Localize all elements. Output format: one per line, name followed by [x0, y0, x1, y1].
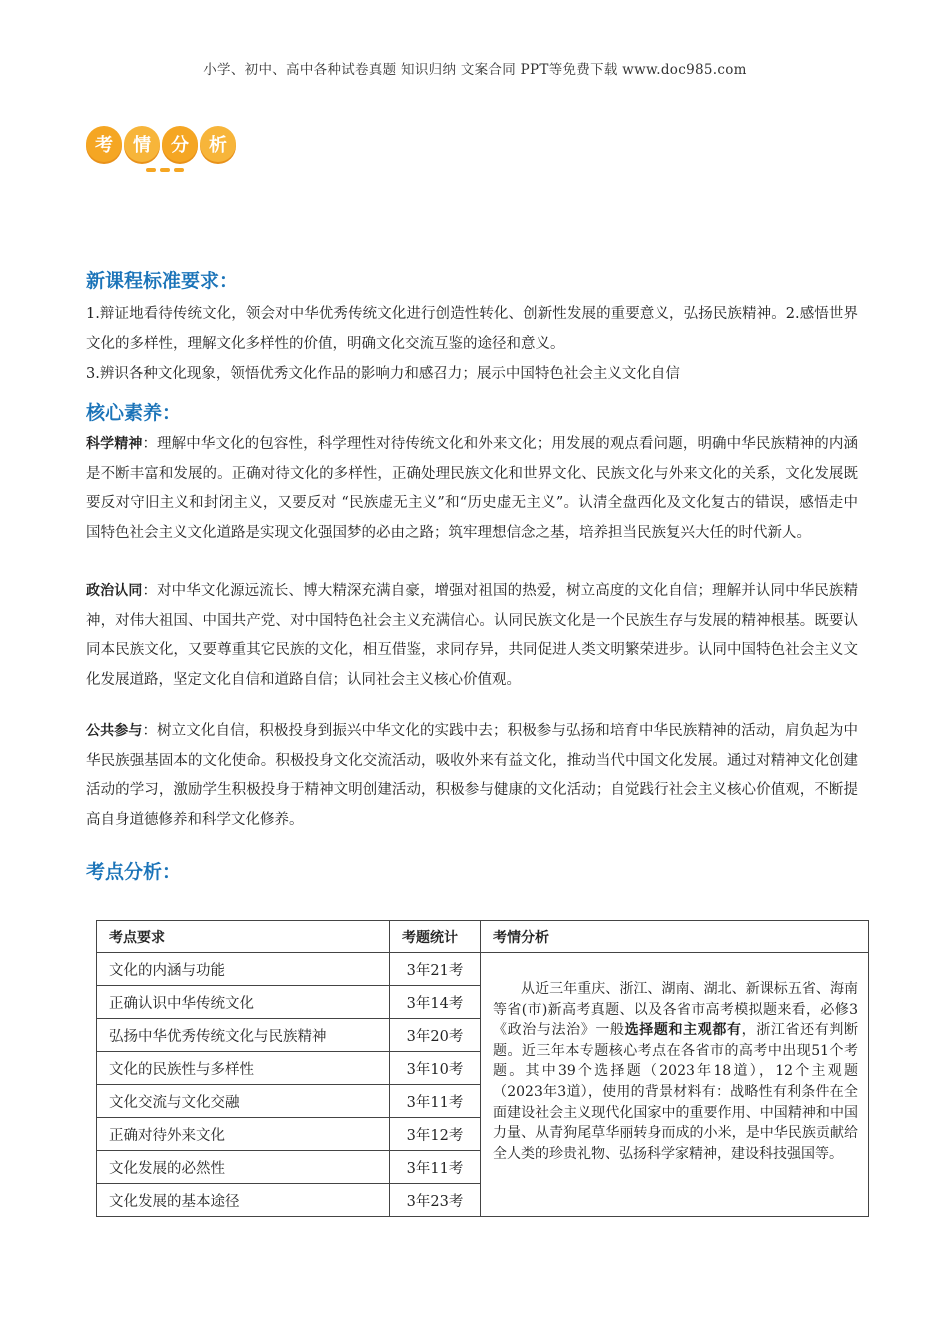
core-item-politics: 政治认同：对中华文化源远流长、博大精深充满自豪，增强对祖国的热爱，树立高度的文化自信；理解并认同中华民族精神，对伟大祖国、中国共产党、对中国特色社会主义充满信心。认同民族文化是一个民族生存与发展的精神根基。既要认同本民族文化，又要尊重其它民族的文化，相互借鉴，求同存异，共同促进人类文明繁荣进步。认同中国特色社会主义文化发展道路，坚定文化自信和道路自信；认同社会主义核心价值观。 — [86, 583, 859, 688]
banner-char: 考 — [86, 126, 122, 162]
analysis-cell: 从近三年重庆、浙江、湖南、湖北、新课标五省、海南等省(市)新高考真题、以及各省市高考模拟题来看，必修3《政治与法治》一般选择题和主观都有，浙江省还有判断题。近三年本专题核心考点在各省市的高考中出现51个考题。其中39个选择题（2023年18道），12个主观题（2023年3道），使用的背景材料有：战略性有利条件在全面建设社会主义现代化国家中的重要作用、中国精神和中国力量、从青狗尾草华丽转身而成的小米，是中华民族贡献给全人类的珍贵礼物、弘扬科学家精神，建设科技强国等。 — [481, 953, 869, 1217]
req-cell: 文化发展的基本途径 — [97, 1184, 390, 1217]
table-row — [97, 953, 869, 986]
table-header-row — [97, 921, 869, 953]
core-literacy-title: 核心素养： — [86, 402, 182, 424]
count-cell: 3年23考 — [390, 1184, 481, 1217]
core-item-text: 理解中华文化的包容性，科学理性对待传统文化和外来文化；用发展的观点看问题，明确中华民族精神的内涵是不断丰富和发展的。正确对待文化的多样性，正确处理民族文化和世界文化、民族文化与外来文化的关系，文化发展既要反对守旧主义和封闭主义，又要反对 “民族虚无主义”和“历史虚无主义”。认清全盘西化及文化复古的错误，感悟走中国特色社会主义文化道路是实现文化强国梦的必由之路；筑牢理想信念之基，培养担当民族复兴大任的时代新人。 — [86, 436, 859, 541]
header-stats: 考题统计 — [390, 921, 481, 953]
standards-title: 新课程标准要求： — [86, 270, 239, 292]
banner-decoration — [86, 168, 246, 172]
count-cell: 3年11考 — [390, 1085, 481, 1118]
core-item-science: 科学精神：理解中华文化的包容性，科学理性对待传统文化和外来文化；用发展的观点看问题，明确中华民族精神的内涵是不断丰富和发展的。正确对待文化的多样性，正确处理民族文化和世界文化、民族文化与外来文化的关系，文化发展既要反对守旧主义和封闭主义，又要反对 “民族虚无主义”和“历史虚无主义”。认清全盘西化及文化复古的错误，感悟走中国特色社会主义文化道路是实现文化强国梦的必由之路；筑牢理想信念之基，培养担当民族复兴大任的时代新人。 — [86, 436, 859, 541]
req-cell: 文化的民族性与多样性 — [97, 1052, 390, 1085]
header-analysis: 考情分析 — [481, 921, 869, 953]
core-item-text: 对中华文化源远流长、博大精深充满自豪，增强对祖国的热爱，树立高度的文化自信；理解并认同中华民族精神，对伟大祖国、中国共产党、对中国特色社会主义充满信心。认同民族文化是一个民族生存与发展的精神根基。既要认同本民族文化，又要尊重其它民族的文化，相互借鉴，求同存异，共同促进人类文明繁荣进步。认同中国特色社会主义文化发展道路，坚定文化自信和道路自信；认同社会主义核心价值观。 — [86, 583, 859, 688]
count-cell: 3年11考 — [390, 1151, 481, 1184]
banner-char: 分 — [162, 126, 198, 162]
exam-points-table — [96, 920, 869, 1217]
analysis-emphasis: 选择题和主观都有 — [624, 1022, 742, 1039]
core-item-participation: 公共参与：树立文化自信，积极投身到振兴中华文化的实践中去；积极参与弘扬和培育中华民族精神的活动，肩负起为中华民族强基固本的文化使命。积极投身文化交流活动，吸收外来有益文化，推动当代中国文化发展。通过对精神文化创建活动的学习，激励学生积极投身于精神文明创建活动，积极参与健康的文化活动；自觉践行社会主义核心价值观，不断提高自身道德修养和科学文化修养。 — [86, 723, 859, 828]
count-cell: 3年12考 — [390, 1118, 481, 1151]
core-item-label: 科学精神 — [86, 436, 143, 452]
req-cell: 文化的内涵与功能 — [97, 953, 390, 986]
core-item-text: 树立文化自信，积极投身到振兴中华文化的实践中去；积极参与弘扬和培育中华民族精神的活动，肩负起为中华民族强基固本的文化使命。积极投身文化交流活动，吸收外来有益文化，推动当代中国文化发展。通过对精神文化创建活动的学习，激励学生积极投身于精神文明创建活动，积极参与健康的文化活动；自觉践行社会主义核心价值观，不断提高自身道德修养和科学文化修养。 — [86, 723, 859, 828]
standards-text-1: 1.辩证地看待传统文化，领会对中华优秀传统文化进行创造性转化、创新性发展的重要意义，弘扬民族精神。2.感悟世界文化的多样性，理解文化多样性的价值，明确文化交流互鉴的途径和意义。 — [86, 306, 858, 352]
standards-text-2: 3.辨识各种文化现象，领悟优秀文化作品的影响力和感召力；展示中国特色社会主义文化自信 — [86, 366, 680, 382]
req-cell: 正确对待外来文化 — [97, 1118, 390, 1151]
req-cell: 弘扬中华优秀传统文化与民族精神 — [97, 1019, 390, 1052]
section-banner — [86, 126, 246, 184]
header-requirement: 考点要求 — [97, 921, 390, 953]
page-header: 小学、初中、高中各种试卷真题 知识归纳 文案合同 PPT等免费下载 www.doc985.com — [203, 62, 747, 78]
req-cell: 正确认识中华传统文化 — [97, 986, 390, 1019]
count-cell: 3年14考 — [390, 986, 481, 1019]
count-cell: 3年20考 — [390, 1019, 481, 1052]
count-cell: 3年10考 — [390, 1052, 481, 1085]
core-item-label: 公共参与 — [86, 723, 143, 739]
req-cell: 文化发展的必然性 — [97, 1151, 390, 1184]
banner-char: 析 — [200, 126, 236, 162]
core-item-label: 政治认同 — [86, 583, 143, 599]
banner-char: 情 — [124, 126, 160, 162]
req-cell: 文化交流与文化交融 — [97, 1085, 390, 1118]
count-cell: 3年21考 — [390, 953, 481, 986]
points-analysis-title: 考点分析： — [86, 861, 182, 883]
